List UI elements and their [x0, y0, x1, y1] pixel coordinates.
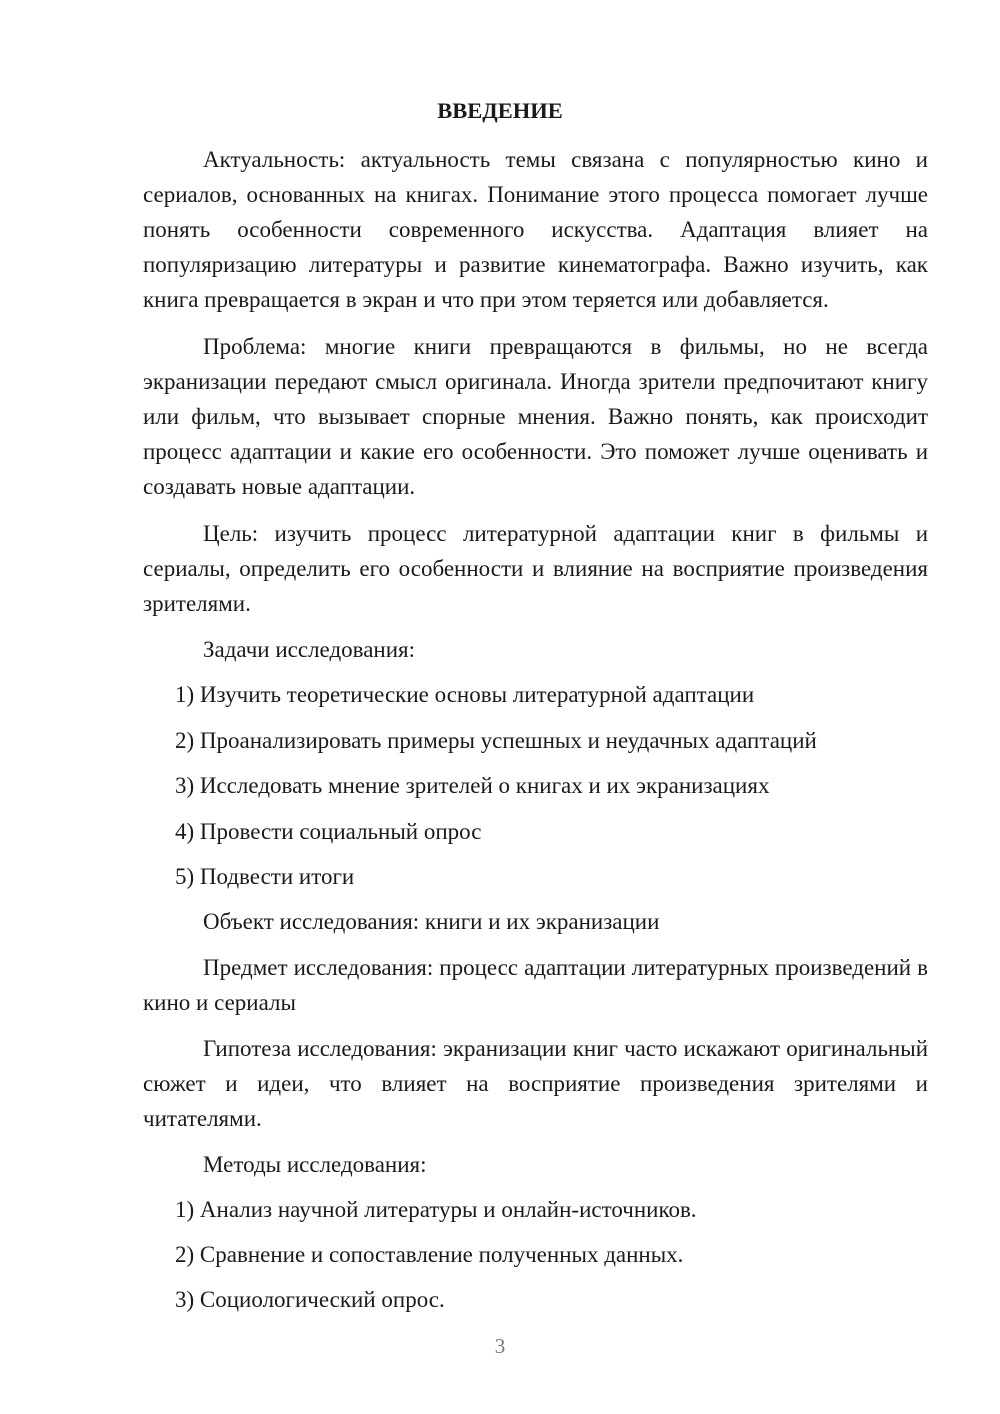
problem-paragraph: Проблема: многие книги превращаются в фильмы, но не всегда экранизации передают смысл оригинала. Иногда зрители предпочитают книгу или фильм, что вызывает спорные мнения. Важно понять, как происходит процесс адаптации и какие его особенности. Это поможет лучше оценивать и создавать новые адаптации. [143, 334, 928, 499]
relevance-paragraph: Актуальность: актуальность темы связана с популярностью кино и сериалов, основанных на книгах. Понимание этого процесса помогает лучше понять особенности современного искусства. Адаптация влияет на популяризацию литературы и развитие кинематографа. Важно изучить, как книга превращается в экран и что при этом теряется или добавляется. [143, 147, 928, 312]
list-item: 2) Сравнение и сопоставление полученных данных. [175, 1242, 684, 1267]
goal-paragraph: Цель: изучить процесс литературной адаптации книг в фильмы и сериалы, определить его особенности и влияние на восприятие произведения зрителями. [143, 521, 928, 616]
list-item: 3) Исследовать мнение зрителей о книгах и их экранизациях [175, 773, 770, 798]
methods-heading: Методы исследования: [203, 1152, 427, 1177]
list-item: 5) Подвести итоги [175, 864, 355, 889]
list-item: 3) Социологический опрос. [175, 1287, 445, 1312]
list-item: 2) Проанализировать примеры успешных и неудачных адаптаций [175, 728, 817, 753]
object-line: Объект исследования: книги и их экранизации [203, 909, 660, 934]
list-item: 1) Изучить теоретические основы литературной адаптации [175, 682, 755, 707]
tasks-heading: Задачи исследования: [203, 637, 416, 662]
list-item: 1) Анализ научной литературы и онлайн-источников. [175, 1197, 697, 1222]
page-number: 3 [494, 1334, 506, 1358]
page-title: ВВЕДЕНИЕ [437, 98, 563, 123]
subject-paragraph: Предмет исследования: процесс адаптации литературных произведений в кино и сериалы [143, 955, 928, 1015]
hypothesis-paragraph: Гипотеза исследования: экранизации книг часто искажают оригинальный сюжет и идеи, что влияет на восприятие произведения зрителями и читателями. [143, 1036, 928, 1131]
list-item: 4) Провести социальный опрос [175, 819, 482, 844]
